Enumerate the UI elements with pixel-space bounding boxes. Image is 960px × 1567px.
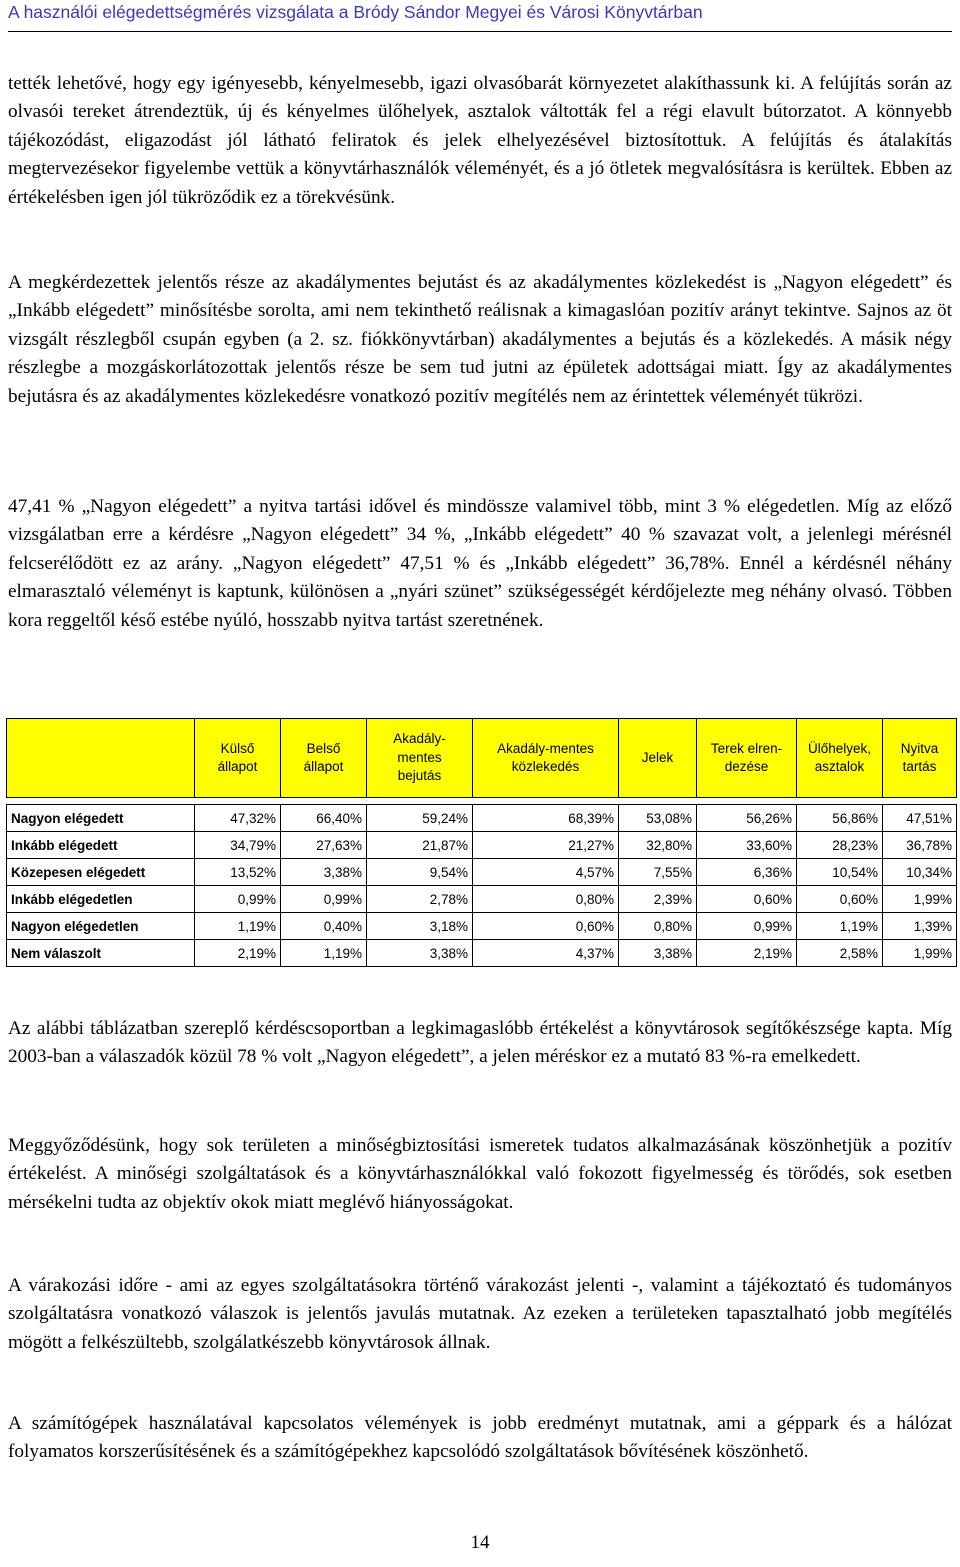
table-cell: 1,39% (883, 913, 957, 940)
table-cell: 0,99% (697, 913, 797, 940)
column-header: Akadály-mentes közlekedés (473, 719, 619, 798)
paragraph-helpfulness: Az alábbi táblázatban szereplő kérdéscsoportban a legkimagaslóbb értékelést a könyvtárosok segítőkészsége kapta. Míg 2003-ban a válaszadók közül 78 % volt „Nagyon elégedett”, a jelen méréskor ez a mutató 83 %-ra emelkedett. (8, 1018, 952, 1068)
row-label: Nagyon elégedett (7, 805, 195, 832)
header-divider (8, 31, 952, 32)
row-label: Nem válaszolt (7, 940, 195, 967)
table-cell: 0,99% (195, 886, 281, 913)
table-row (7, 886, 957, 913)
table-cell: 0,60% (697, 886, 797, 913)
table-cell: 0,60% (797, 886, 883, 913)
paragraph-renovation: tették lehetővé, hogy egy igényesebb, kényelmesebb, igazi olvasóbarát környezetet alakíthassunk ki. A felújítás során az olvasói tereket átrendeztük, új és kényelmes ülőhelyek, asztalok váltották fel a régi elavult bútorzatot. A könnyebb tájékozódást, eligazodást jól látható feliratok és jelek elhelyezésével biztosítottuk. A felújítás és átalakítás megtervezésekor figyelembe vettük a könyvtárhasználók véleményét, és a jó ötletek megvalósításra is kerültek. Ebben az értékelésben igen jól tükröződik ez a törekvésünk. (8, 73, 952, 208)
row-label: Közepesen elégedett (7, 859, 195, 886)
paragraph-waiting-time: A várakozási időre - ami az egyes szolgáltatásokra történő várakozást jelenti -, valamint a tájékoztató és tudományos szolgáltatásra vonatkozó válaszok is jelentős javulás mutatnak. Az ezeken a területeken tapasztalható jobb megítélés mögött a felkészültebb, szolgálatkészebb könyvtárosok állnak. (8, 1275, 952, 1353)
table-cell: 10,54% (797, 859, 883, 886)
paragraph-accessibility: A megkérdezettek jelentős része az akadálymentes bejutást és az akadálymentes közlekedést is „Nagyon elégedett” és „Inkább elégedett” minősítésbe sorolta, ami nem tekinthető reálisnak a kimagaslóan pozitív arányt tekintve. Sajnos az öt vizsgált részlegből csupán egyben (a 2. sz. fiókkönyvtárban) akadálymentes a bejutás és a közlekedés. A másik négy részlegbe a mozgáskorlátozottak jelentős része be sem tud jutni az épületek adottságai miatt. Így az akadálymentes bejutásra és az akadálymentes közlekedésre vonatkozó pozitív megítélés nem az érintettek véleményét tükrözi. (8, 272, 952, 407)
table-cell: 47,32% (195, 805, 281, 832)
paragraph-computers: A számítógépek használatával kapcsolatos vélemények is jobb eredményt mutatnak, ami a géppark és a hálózat folyamatos korszerűsítésének és a számítógépekhez kapcsolódó szolgáltatások bővítésének köszönhető. (8, 1413, 952, 1463)
table-corner-cell (7, 719, 195, 798)
table-cell: 47,51% (883, 805, 957, 832)
table-cell: 27,63% (281, 832, 367, 859)
table-header-row (7, 719, 957, 798)
table-cell: 7,55% (619, 859, 697, 886)
table-cell: 66,40% (281, 805, 367, 832)
column-header: Terek elren- dezése (697, 719, 797, 798)
paragraph-quality-assurance: Meggyőződésünk, hogy sok területen a minőségbiztosítási ismeretek tudatos alkalmazásának köszönhetjük a pozitív értékelést. A minőségi szolgáltatások és a könyvtárhasználókkal való fokozott figyelmesség és törődés, sok esetben mérsékelni tudta az objektív okok miatt meglévő hiányosságokat. (8, 1135, 952, 1213)
column-header: Nyitva tartás (883, 719, 957, 798)
table-cell: 0,40% (281, 913, 367, 940)
table-cell: 32,80% (619, 832, 697, 859)
table-cell: 1,19% (281, 940, 367, 967)
table-cell: 10,34% (883, 859, 957, 886)
table-cell: 2,19% (697, 940, 797, 967)
table-cell: 68,39% (473, 805, 619, 832)
page-number: 14 (470, 1532, 490, 1553)
table-cell: 28,23% (797, 832, 883, 859)
table-cell: 33,60% (697, 832, 797, 859)
table-cell: 56,26% (697, 805, 797, 832)
table-cell: 13,52% (195, 859, 281, 886)
table-cell: 4,57% (473, 859, 619, 886)
column-header: Ülőhelyek, asztalok (797, 719, 883, 798)
satisfaction-table-wrapper (6, 718, 957, 967)
table-row (7, 805, 957, 832)
table-cell: 34,79% (195, 832, 281, 859)
table-cell: 2,39% (619, 886, 697, 913)
table-cell: 4,37% (473, 940, 619, 967)
table-cell: 3,38% (281, 859, 367, 886)
table-cell: 3,18% (367, 913, 473, 940)
table-row (7, 859, 957, 886)
table-cell: 1,99% (883, 886, 957, 913)
row-label: Nagyon elégedetlen (7, 913, 195, 940)
table-cell: 56,86% (797, 805, 883, 832)
row-label: Inkább elégedetlen (7, 886, 195, 913)
paragraph-opening-hours: 47,41 % „Nagyon elégedett” a nyitva tartási idővel és mindössze valamivel több, mint 3 % elégedetlen. Míg az előző vizsgálatban erre a kérdésre „Nagyon elégedett” 34 %, „Inkább elégedett” 40 % szavazat volt, a jelenlegi mérésnél felcserélődött ez az arány. „Nagyon elégedett” 47,51 % és „Inkább elégedett” 36,78%. Ennél a kérdésnél néhány elmarasztaló véleményt is kaptunk, különösen a „nyári szünet” szükségességét kérdőjelezte meg néhány olvasó. Többen kora reggeltől késő estébe nyúló, hosszabb nyitva tartást szeretnének. (8, 496, 952, 631)
running-header (0, 0, 960, 30)
satisfaction-table (6, 718, 957, 967)
column-header: Jelek (619, 719, 697, 798)
table-cell: 59,24% (367, 805, 473, 832)
table-cell: 3,38% (367, 940, 473, 967)
table-row (7, 832, 957, 859)
table-cell: 0,80% (473, 886, 619, 913)
table-spacer-row (7, 798, 957, 805)
table-cell: 2,78% (367, 886, 473, 913)
table-cell: 21,27% (473, 832, 619, 859)
table-cell: 2,58% (797, 940, 883, 967)
column-header: Belső állapot (281, 719, 367, 798)
table-cell: 36,78% (883, 832, 957, 859)
table-cell: 1,19% (797, 913, 883, 940)
table-cell: 0,80% (619, 913, 697, 940)
table-cell: 53,08% (619, 805, 697, 832)
table-cell: 2,19% (195, 940, 281, 967)
table-cell: 0,99% (281, 886, 367, 913)
table-row (7, 913, 957, 940)
table-cell: 6,36% (697, 859, 797, 886)
column-header: Külső állapot (195, 719, 281, 798)
table-cell: 9,54% (367, 859, 473, 886)
table-cell: 1,99% (883, 940, 957, 967)
table-cell: 21,87% (367, 832, 473, 859)
row-label: Inkább elégedett (7, 832, 195, 859)
table-row (7, 940, 957, 967)
column-header: Akadály- mentes bejutás (367, 719, 473, 798)
table-cell: 0,60% (473, 913, 619, 940)
table-cell: 1,19% (195, 913, 281, 940)
header-title: A használói elégedettségmérés vizsgálata a Bródy Sándor Megyei és Városi Könyvtárban (8, 2, 703, 22)
table-cell: 3,38% (619, 940, 697, 967)
